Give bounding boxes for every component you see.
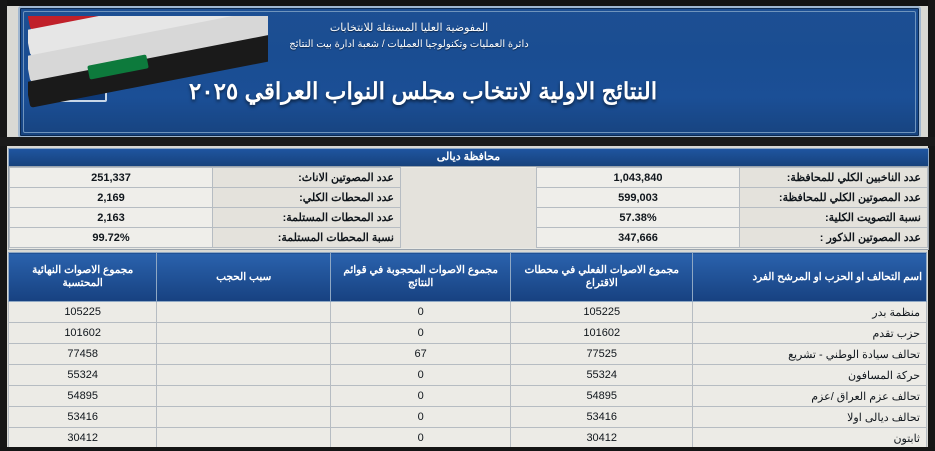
blocked-votes: 0 (331, 323, 511, 344)
summary-value-right-1: 599,003 (537, 188, 740, 208)
summary-label-right-0: عدد الناخبين الكلي للمحافظة: (740, 168, 928, 188)
final-votes: 30412 (9, 428, 157, 449)
page-title: النتائج الاولية لانتخاب مجلس النواب العراقي ٢٠٢٥ (188, 78, 658, 104)
summary-value-left-0: 251,337 (10, 168, 213, 188)
final-votes: 55324 (9, 365, 157, 386)
table-row (9, 302, 927, 323)
block-reason (157, 323, 331, 344)
summary-label-left-2: عدد المحطات المستلمة: (213, 208, 401, 228)
summary-label-right-2: نسبة التصويت الكلية: (740, 208, 928, 228)
actual-votes: 53416 (511, 407, 693, 428)
results-header-row (9, 253, 927, 302)
final-votes: 101602 (9, 323, 157, 344)
actual-votes: 77525 (511, 344, 693, 365)
summary-value-left-1: 2,169 (10, 188, 213, 208)
block-reason (157, 407, 331, 428)
actual-votes: 30412 (511, 428, 693, 449)
actual-votes: 105225 (511, 302, 693, 323)
blocked-votes: 0 (331, 386, 511, 407)
blocked-votes: 0 (331, 302, 511, 323)
summary-label-left-1: عدد المحطات الكلي: (213, 188, 401, 208)
entity-name: تحالف عزم العراق /عزم (693, 386, 927, 407)
entity-name: ثابتون (693, 428, 927, 449)
province-title-bar: محافظة ديالى (8, 148, 929, 167)
final-votes: 54895 (9, 386, 157, 407)
column-header-actual-votes: مجموع الاصوات الفعلي في محطات الاقتراع (511, 253, 693, 302)
block-reason (157, 344, 331, 365)
summary-table (8, 166, 929, 250)
table-row (9, 323, 927, 344)
summary-label-right-1: عدد المصوتين الكلي للمحافظة: (740, 188, 928, 208)
actual-votes: 101602 (511, 323, 693, 344)
summary-spacer (401, 168, 537, 248)
blocked-votes: 0 (331, 407, 511, 428)
right-edge-strip (928, 0, 935, 451)
entity-name: حزب تقدم (693, 323, 927, 344)
table-row (9, 428, 927, 449)
table-row (9, 386, 927, 407)
summary-value-right-0: 1,043,840 (537, 168, 740, 188)
table-row (9, 407, 927, 428)
final-votes: 105225 (9, 302, 157, 323)
entity-name: تحالف ديالى اولا (693, 407, 927, 428)
summary-value-left-2: 2,163 (10, 208, 213, 228)
summary-label-right-3: عدد المصوتين الذكور : (740, 228, 928, 248)
bottom-edge-strip (0, 447, 935, 451)
block-reason (157, 302, 331, 323)
entity-name: تحالف سيادة الوطني - تشريع (693, 344, 927, 365)
summary-label-left-0: عدد المصوتين الاناث: (213, 168, 401, 188)
summary-value-right-3: 347,666 (537, 228, 740, 248)
block-reason (157, 386, 331, 407)
summary-value-right-2: 57.38% (537, 208, 740, 228)
block-reason (157, 428, 331, 449)
header-text-block (199, 20, 619, 53)
table-row (9, 344, 927, 365)
left-edge-strip (0, 0, 7, 451)
actual-votes: 55324 (511, 365, 693, 386)
summary-value-left-3: 99.72% (10, 228, 213, 248)
entity-name: حركة المسافون (693, 365, 927, 386)
results-table (8, 252, 927, 449)
column-header-final-votes: مجموع الاصوات النهائية المحتسبة (9, 253, 157, 302)
summary-label-left-3: نسبة المحطات المستلمة: (213, 228, 401, 248)
under-header-strip (0, 137, 935, 146)
actual-votes: 54895 (511, 386, 693, 407)
column-header-entity: اسم التحالف او الحزب او المرشح الفرد (693, 253, 927, 302)
block-reason (157, 365, 331, 386)
table-row (10, 168, 928, 188)
final-votes: 53416 (9, 407, 157, 428)
blocked-votes: 0 (331, 365, 511, 386)
entity-name: منظمة بدر (693, 302, 927, 323)
final-votes: 77458 (9, 344, 157, 365)
column-header-block-reason: سبب الحجب (157, 253, 331, 302)
column-header-blocked-votes: مجموع الاصوات المحجوبة في قوائم النتائج (331, 253, 511, 302)
commission-name: المفوضية العليا المستقلة للانتخابات (329, 22, 489, 34)
department-name: دائرة العمليات وتكنولوجيا العمليات / شعبة ادارة بيت النتائج (289, 39, 529, 50)
blocked-votes: 0 (331, 428, 511, 449)
table-row (9, 365, 927, 386)
blocked-votes: 67 (331, 344, 511, 365)
header-banner (18, 6, 921, 138)
